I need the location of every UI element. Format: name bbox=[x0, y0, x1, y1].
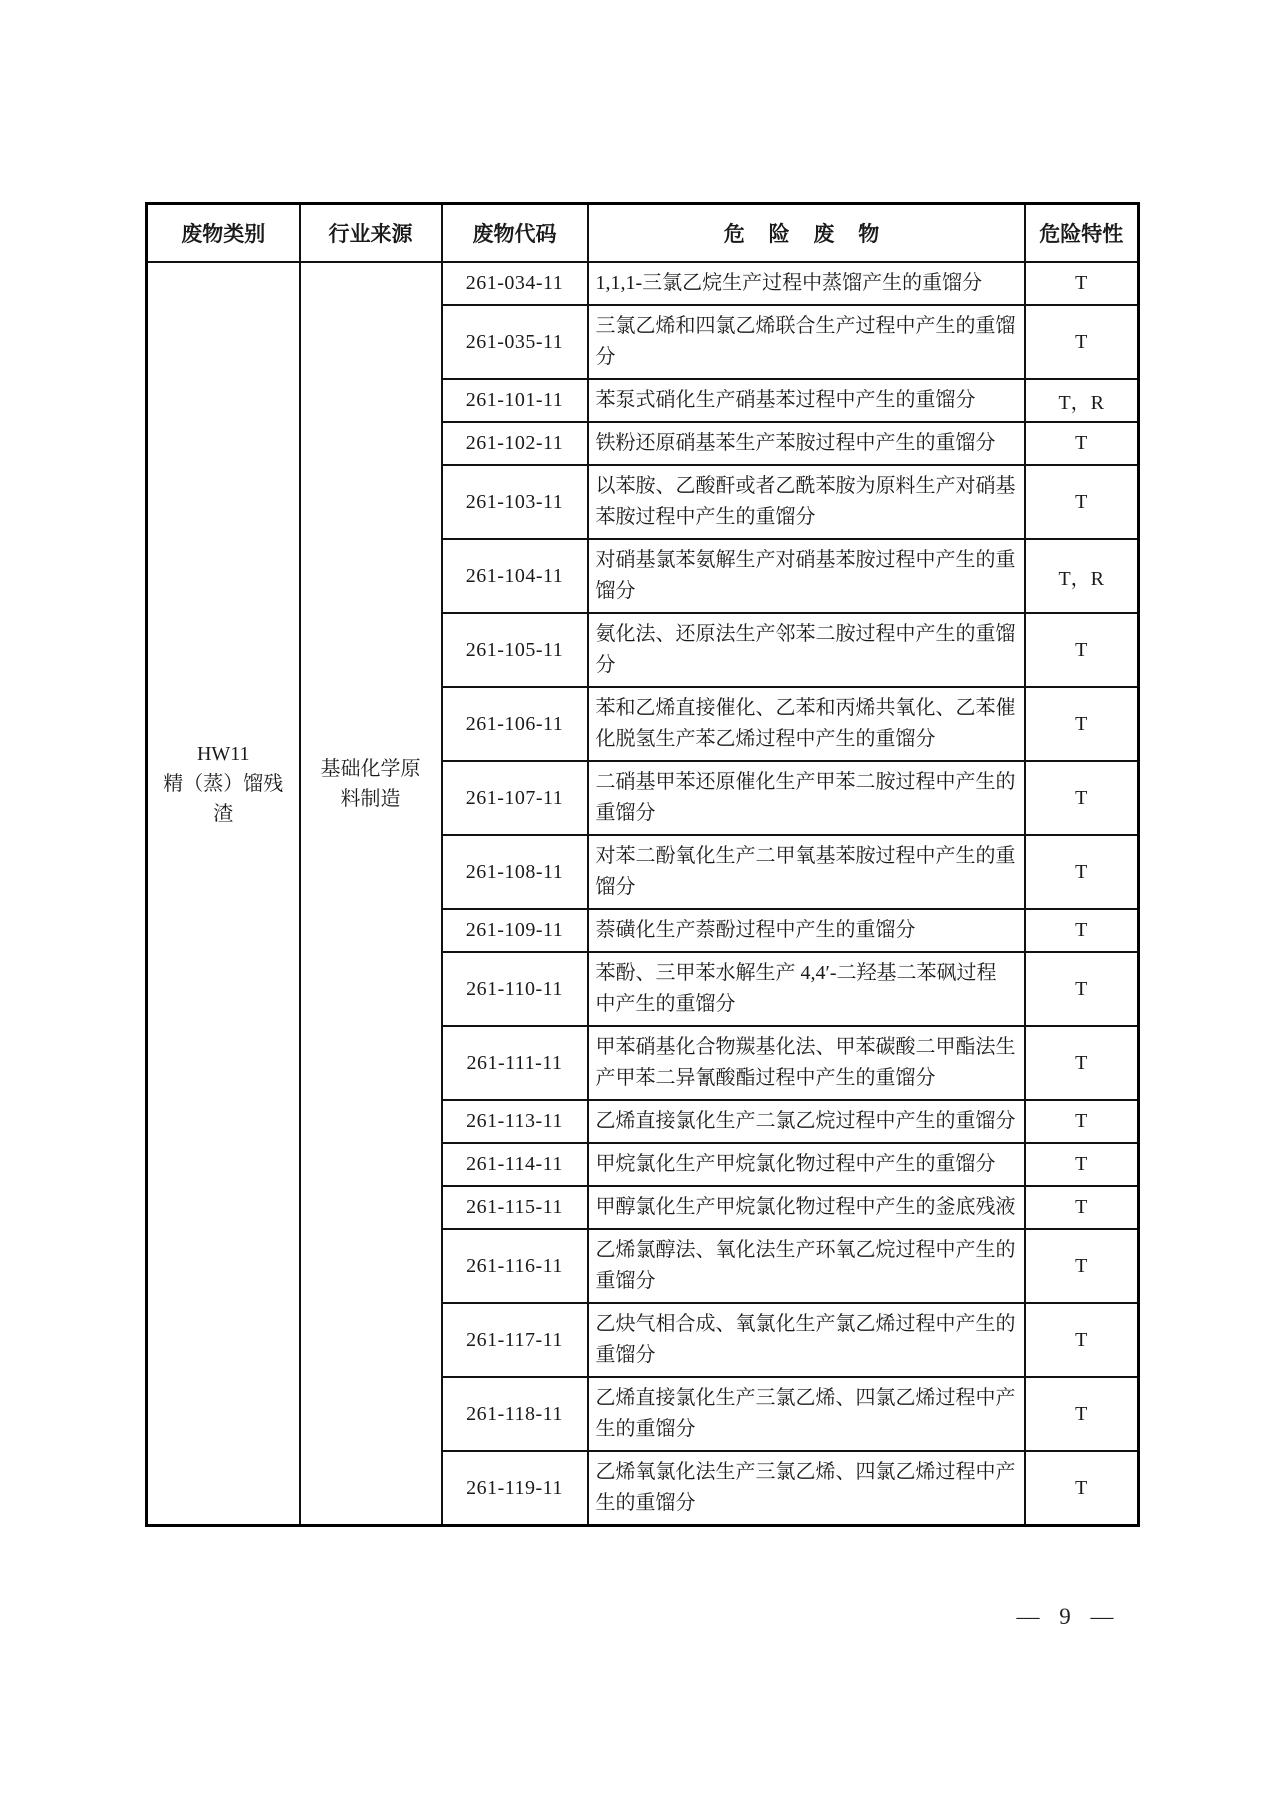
hazardous-waste-cell: 苯和乙烯直接催化、乙苯和丙烯共氧化、乙苯催化脱氢生产苯乙烯过程中产生的重馏分 bbox=[588, 687, 1025, 761]
hazard-property-cell: T bbox=[1025, 952, 1139, 1026]
hazardous-waste-cell: 乙烯氯醇法、氧化法生产环氧乙烷过程中产生的重馏分 bbox=[588, 1229, 1025, 1303]
hazardous-waste-cell: 以苯胺、乙酸酐或者乙酰苯胺为原料生产对硝基苯胺过程中产生的重馏分 bbox=[588, 465, 1025, 539]
hazard-property-cell: T bbox=[1025, 761, 1139, 835]
hazard-property-cell: T bbox=[1025, 1026, 1139, 1100]
hazard-property-cell: T，R bbox=[1025, 379, 1139, 422]
hazard-property-cell: T bbox=[1025, 1186, 1139, 1229]
hazardous-waste-cell: 甲苯硝基化合物羰基化法、甲苯碳酸二甲酯法生产甲苯二异氰酸酯过程中产生的重馏分 bbox=[588, 1026, 1025, 1100]
waste-code-cell: 261-117-11 bbox=[442, 1303, 588, 1377]
hazardous-waste-cell: 1,1,1-三氯乙烷生产过程中蒸馏产生的重馏分 bbox=[588, 262, 1025, 305]
waste-code-cell: 261-118-11 bbox=[442, 1377, 588, 1451]
header-waste-code: 废物代码 bbox=[442, 204, 588, 263]
hazardous-waste-cell: 苯泵式硝化生产硝基苯过程中产生的重馏分 bbox=[588, 379, 1025, 422]
table-body bbox=[147, 262, 1139, 1526]
waste-code-cell: 261-110-11 bbox=[442, 952, 588, 1026]
waste-code-cell: 261-101-11 bbox=[442, 379, 588, 422]
waste-code-cell: 261-119-11 bbox=[442, 1451, 588, 1526]
table-row bbox=[147, 262, 1139, 305]
hazardous-waste-cell: 二硝基甲苯还原催化生产甲苯二胺过程中产生的重馏分 bbox=[588, 761, 1025, 835]
hazard-property-cell: T bbox=[1025, 835, 1139, 909]
hazard-property-cell: T bbox=[1025, 422, 1139, 465]
waste-code-cell: 261-104-11 bbox=[442, 539, 588, 613]
header-row bbox=[147, 204, 1139, 263]
header-hazardous-waste: 危 险 废 物 bbox=[588, 204, 1025, 263]
table-header bbox=[147, 204, 1139, 263]
header-industry-source: 行业来源 bbox=[300, 204, 442, 263]
hazard-property-cell: T bbox=[1025, 909, 1139, 952]
waste-code-cell: 261-106-11 bbox=[442, 687, 588, 761]
hazardous-waste-cell: 甲醇氯化生产甲烷氯化物过程中产生的釜底残液 bbox=[588, 1186, 1025, 1229]
hazard-property-cell: T bbox=[1025, 687, 1139, 761]
page-number: — 9 — bbox=[1016, 1604, 1114, 1629]
header-waste-category: 废物类别 bbox=[147, 204, 300, 263]
waste-code-cell: 261-113-11 bbox=[442, 1100, 588, 1143]
waste-code-cell: 261-111-11 bbox=[442, 1026, 588, 1100]
hazard-property-cell: T bbox=[1025, 1143, 1139, 1186]
waste-code-cell: 261-116-11 bbox=[442, 1229, 588, 1303]
waste-code-cell: 261-114-11 bbox=[442, 1143, 588, 1186]
hazardous-waste-cell: 对苯二酚氧化生产二甲氧基苯胺过程中产生的重馏分 bbox=[588, 835, 1025, 909]
hazard-property-cell: T bbox=[1025, 1451, 1139, 1526]
industry-source-cell bbox=[300, 262, 442, 1526]
hazard-property-cell: T bbox=[1025, 613, 1139, 687]
waste-code-cell: 261-108-11 bbox=[442, 835, 588, 909]
hazard-property-cell: T bbox=[1025, 1229, 1139, 1303]
waste-category-name: 精（蒸）馏残渣 bbox=[163, 772, 284, 825]
waste-code-cell: 261-103-11 bbox=[442, 465, 588, 539]
hazardous-waste-cell: 苯酚、三甲苯水解生产 4,4′-二羟基二苯砜过程中产生的重馏分 bbox=[588, 952, 1025, 1026]
hazardous-waste-table bbox=[145, 202, 1140, 1527]
hazardous-waste-cell: 氨化法、还原法生产邻苯二胺过程中产生的重馏分 bbox=[588, 613, 1025, 687]
industry-source-text: 基础化学原料制造 bbox=[320, 757, 421, 810]
waste-code-cell: 261-034-11 bbox=[442, 262, 588, 305]
waste-code-cell: 261-115-11 bbox=[442, 1186, 588, 1229]
waste-code-cell: 261-102-11 bbox=[442, 422, 588, 465]
waste-code-cell: 261-035-11 bbox=[442, 305, 588, 379]
hazardous-waste-cell: 甲烷氯化生产甲烷氯化物过程中产生的重馏分 bbox=[588, 1143, 1025, 1186]
waste-category-id: HW11 bbox=[196, 742, 250, 765]
hazardous-waste-cell: 铁粉还原硝基苯生产苯胺过程中产生的重馏分 bbox=[588, 422, 1025, 465]
hazard-property-cell: T，R bbox=[1025, 539, 1139, 613]
waste-code-cell: 261-105-11 bbox=[442, 613, 588, 687]
waste-category-cell bbox=[147, 262, 300, 1526]
hazardous-waste-cell: 三氯乙烯和四氯乙烯联合生产过程中产生的重馏分 bbox=[588, 305, 1025, 379]
hazard-property-cell: T bbox=[1025, 465, 1139, 539]
hazard-property-cell: T bbox=[1025, 1377, 1139, 1451]
hazard-property-cell: T bbox=[1025, 1303, 1139, 1377]
hazardous-waste-cell: 对硝基氯苯氨解生产对硝基苯胺过程中产生的重馏分 bbox=[588, 539, 1025, 613]
hazard-property-cell: T bbox=[1025, 1100, 1139, 1143]
hazard-property-cell: T bbox=[1025, 262, 1139, 305]
waste-code-cell: 261-109-11 bbox=[442, 909, 588, 952]
hazard-property-cell: T bbox=[1025, 305, 1139, 379]
waste-code-cell: 261-107-11 bbox=[442, 761, 588, 835]
hazardous-waste-cell: 乙炔气相合成、氧氯化生产氯乙烯过程中产生的重馏分 bbox=[588, 1303, 1025, 1377]
hazardous-waste-cell: 乙烯直接氯化生产三氯乙烯、四氯乙烯过程中产生的重馏分 bbox=[588, 1377, 1025, 1451]
hazardous-waste-cell: 乙烯氧氯化法生产三氯乙烯、四氯乙烯过程中产生的重馏分 bbox=[588, 1451, 1025, 1526]
hazardous-waste-cell: 萘磺化生产萘酚过程中产生的重馏分 bbox=[588, 909, 1025, 952]
header-hazard-property: 危险特性 bbox=[1025, 204, 1139, 263]
hazardous-waste-cell: 乙烯直接氯化生产二氯乙烷过程中产生的重馏分 bbox=[588, 1100, 1025, 1143]
